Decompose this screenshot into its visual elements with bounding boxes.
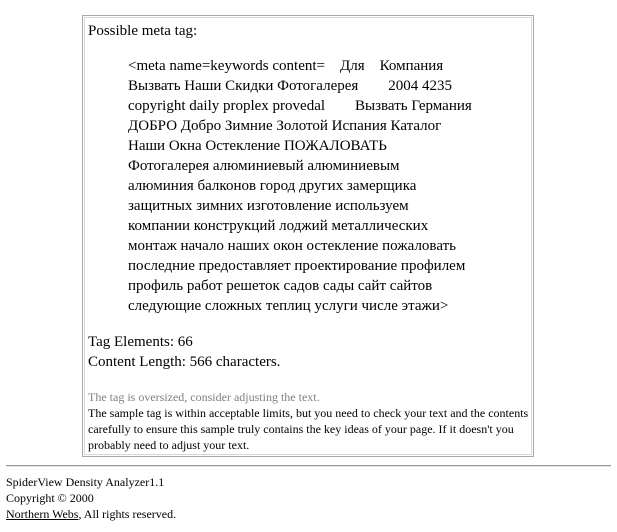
meta-tag-line: Вызвать Наши Скидки Фотогалерея 2004 4235	[128, 78, 453, 94]
meta-tag-line: защитных зимних изготовление используем	[128, 198, 409, 214]
meta-tag-text	[128, 56, 523, 316]
meta-tag-line: <meta name=keywords content= Для Компания	[128, 58, 444, 74]
meta-tag-line: следующие сложных теплиц услуги числе этажи>	[128, 298, 449, 314]
meta-tag-line: монтаж начало наших окон остекление пожаловать	[128, 238, 456, 254]
oversize-warning: The tag is oversized, consider adjusting the text.	[88, 390, 320, 404]
meta-tag-line: copyright daily proplex provedal Вызвать Германия	[128, 98, 472, 114]
meta-tag-line: профиль работ решеток садов сады сайт сайтов	[128, 278, 433, 294]
meta-tag-line: алюминия балконов город других замерщика	[128, 178, 417, 194]
footer-divider	[6, 465, 611, 467]
advice-text: The sample tag is within acceptable limits, but you need to check your text and the contents carefully to ensure this sample truly contains the key ideas of your page. If it doesn't you probably need to adjust your text.	[88, 406, 529, 452]
meta-tag-line: Наши Окна Остекление ПОЖАЛОВАТЬ	[128, 138, 387, 154]
northern-webs-link[interactable]: Northern Webs	[6, 507, 79, 521]
footer	[6, 474, 176, 522]
meta-tag-heading: Possible meta tag:	[88, 23, 198, 39]
meta-tag-line: ДОБРО Добро Зимние Золотой Испания Каталог	[128, 118, 442, 134]
results-panel	[82, 15, 534, 457]
analysis-notes	[88, 389, 530, 453]
content-length: Content Length: 566 characters.	[88, 354, 281, 370]
tag-elements-count: Tag Elements: 66	[88, 334, 193, 350]
meta-tag-line: компании конструкций лоджий металлических	[128, 218, 429, 234]
tag-statistics	[88, 332, 280, 372]
meta-tag-line: последние предоставляет проектирование профилем	[128, 258, 466, 274]
meta-tag-line: Фотогалерея алюминиевый алюминиевым	[128, 158, 400, 174]
rights-line	[6, 506, 176, 522]
product-name: SpiderView Density Analyzer1.1	[6, 475, 165, 489]
rights-text: , All rights reserved.	[78, 507, 177, 521]
copyright-text: Copyright © 2000	[6, 491, 94, 505]
